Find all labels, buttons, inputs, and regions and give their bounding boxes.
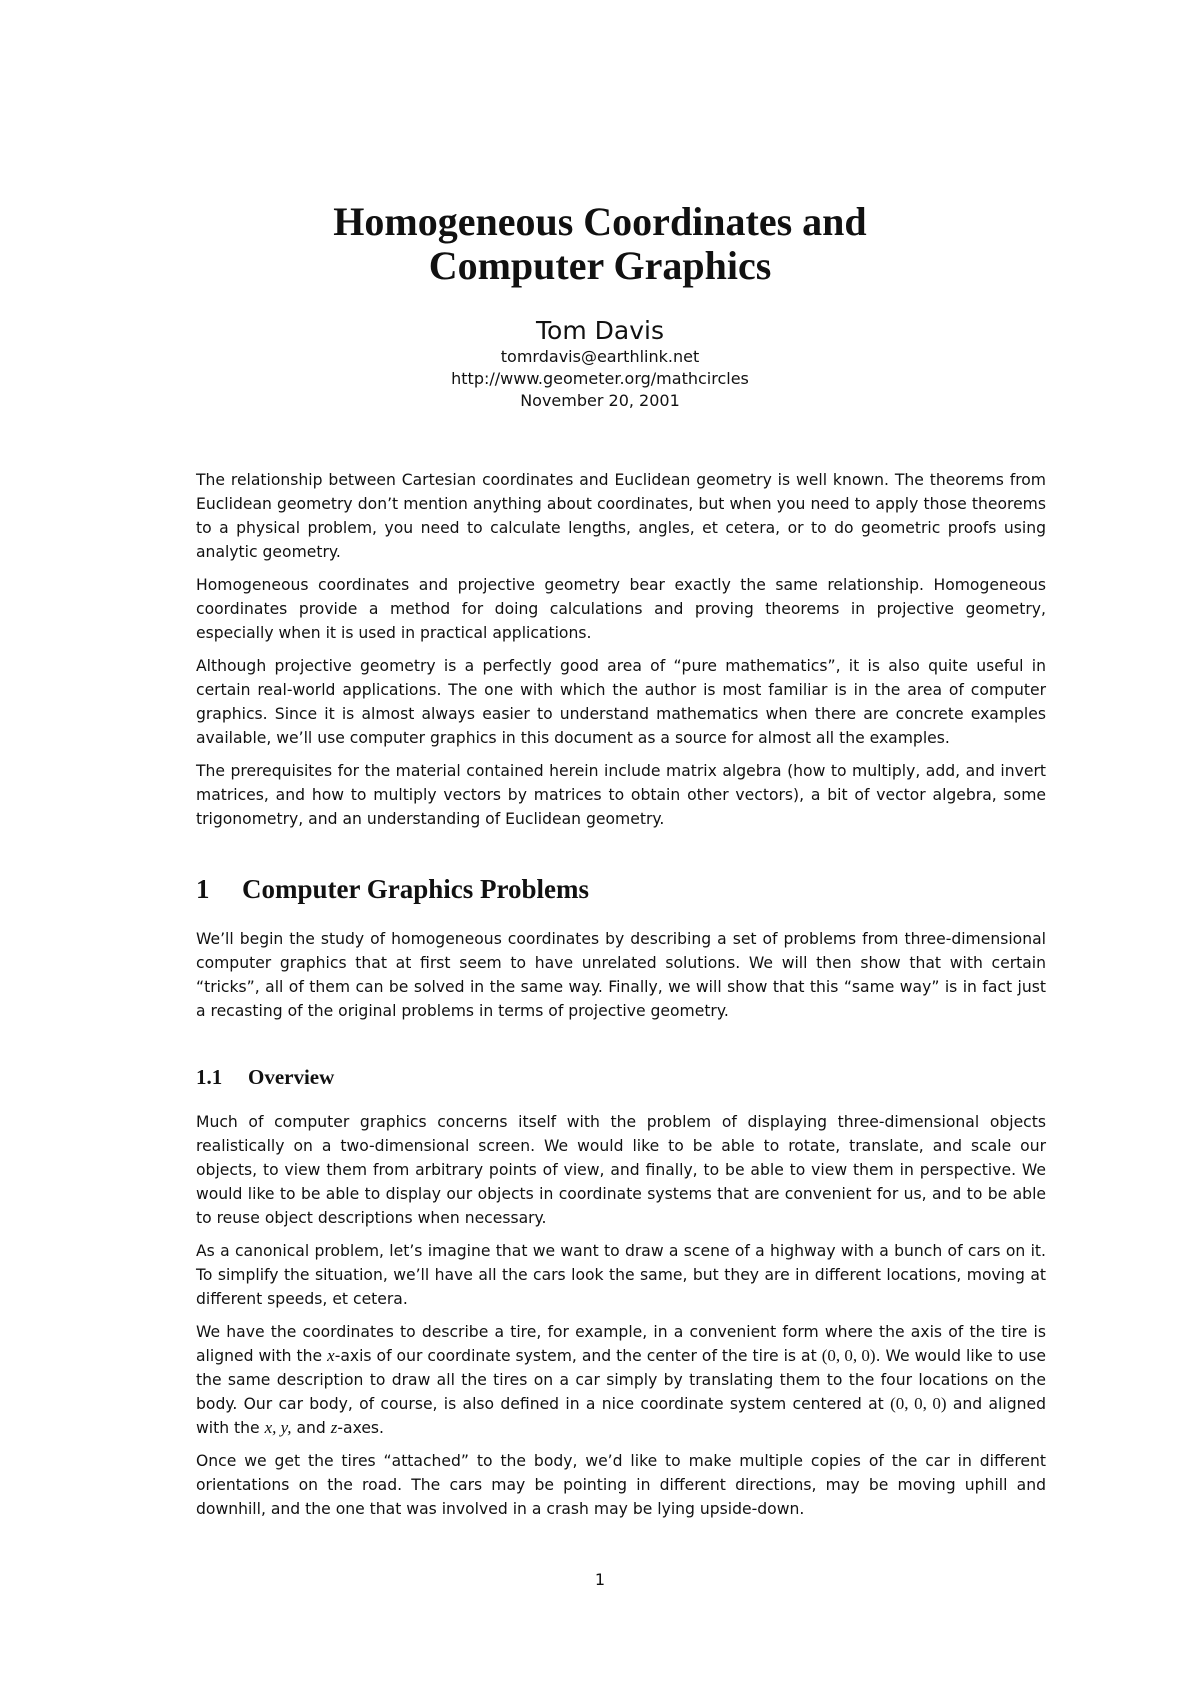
author-url: http://www.geometer.org/mathcircles [451, 369, 749, 388]
section-1-1-heading [196, 1064, 1046, 1090]
section-1-title: Computer Graphics Problems [242, 874, 589, 904]
paper-date: November 20, 2001 [520, 391, 680, 410]
section-1-1-paragraph-4: Once we get the tires “attached” to the body, we’d like to make multiple copies of the car in different orientations on the road. The cars may be pointing in different directions, may be moving uphill and downhill, and the one that was involved in a crash may be lying upside-down. [196, 1452, 1046, 1518]
math-z-var: z [330, 1418, 338, 1437]
title-block [0, 200, 1200, 412]
math-origin-2: (0, 0, 0) [890, 1394, 947, 1413]
math-xyz [265, 1418, 292, 1437]
title-line-2: Computer Graphics [428, 243, 772, 288]
math-x [327, 1346, 335, 1365]
title-line-1: Homogeneous Coordinates and [333, 199, 867, 244]
section-1 [196, 873, 1046, 1032]
intro-paragraph-2: Homogeneous coordinates and projective geometry bear exactly the same relationship. Homogeneous coordinates provide a method for doing calculations and proving theorems in projective geometry, especially when it is used in practical applications. [196, 576, 1046, 642]
author-email: tomrdavis@earthlink.net [500, 347, 700, 366]
section-1-1-paragraph-3 [196, 1320, 1046, 1440]
page-number: 1 [594, 1570, 606, 1589]
author-name: Tom Davis [536, 316, 664, 345]
p3-text-c: . We would like to use the same description to draw all the tires on a car simply by translating them to the four locations on the body. Our car body, of course, is also defined in a nice coordinate system centered at [196, 1347, 1046, 1413]
p3-text-a: We have the coordinates to describe a tire, for example, in a convenient form where the axis of the tire is aligned with the [196, 1323, 1046, 1365]
p3-text-e: and [291, 1419, 331, 1437]
section-1-1-paragraph-1: Much of computer graphics concerns itself with the problem of displaying three-dimensional objects realistically on a two-dimensional screen. We would like to be able to rotate, translate, and scale our objects, to view them from arbitrary points of view, and finally, to be able to view them in perspective. We would like to be able to display our objects in coordinate systems that are convenient for us, and to be able to reuse object descriptions when necessary. [196, 1113, 1046, 1227]
section-1-number: 1 [196, 874, 210, 904]
intro-paragraph-3: Although projective geometry is a perfectly good area of “pure mathematics”, it is also quite useful in certain real-world applications. The one with which the author is most familiar is in the area of computer graphics. Since it is almost always easier to understand mathematics when there are concrete examples available, we’ll use computer graphics in this document as a source for almost all the examples. [196, 657, 1046, 747]
math-x-var: x [327, 1346, 335, 1365]
section-1-paragraph-1: We’ll begin the study of homogeneous coordinates by describing a set of problems from three-dimensional computer graphics that at first seem to have unrelated solutions. We will then show that with certain “tricks”, all of them can be solved in the same way. Finally, we will show that this “same way” is in fact just a recasting of the original problems in terms of projective geometry. [196, 930, 1046, 1020]
paper-title [0, 200, 1200, 288]
section-1-heading [196, 873, 1046, 905]
section-1-1-paragraph-2: As a canonical problem, let’s imagine that we want to draw a scene of a highway with a bunch of cars on it. To simplify the situation, we’ll have all the cars look the same, but they are in different locations, moving at different speeds, et cetera. [196, 1242, 1046, 1308]
intro-paragraph-1: The relationship between Cartesian coordinates and Euclidean geometry is well known. The theorems from Euclidean geometry don’t mention anything about coordinates, but when you need to apply those theorems to a physical problem, you need to calculate lengths, angles, et cetera, or to do geometric proofs using analytic geometry. [196, 471, 1046, 561]
math-xy-vars: x, y, [264, 1418, 292, 1437]
introduction [196, 468, 1046, 840]
section-1-1-title: Overview [248, 1065, 335, 1089]
section-1-1 [196, 1064, 1046, 1530]
p3-text-f: -axes. [337, 1419, 384, 1437]
math-origin-1: (0, 0, 0) [821, 1346, 876, 1365]
intro-paragraph-4: The prerequisites for the material contained herein include matrix algebra (how to multiply, add, and invert matrices, and how to multiply vectors by matrices to obtain other vectors), a bit of vector algebra, some trigonometry, and an understanding of Euclidean geometry. [196, 762, 1046, 828]
section-1-1-number: 1.1 [196, 1065, 223, 1089]
p3-text-b: -axis of our coordinate system, and the center of the tire is at [334, 1347, 822, 1365]
p3-text-d: and aligned with the [196, 1395, 1046, 1437]
